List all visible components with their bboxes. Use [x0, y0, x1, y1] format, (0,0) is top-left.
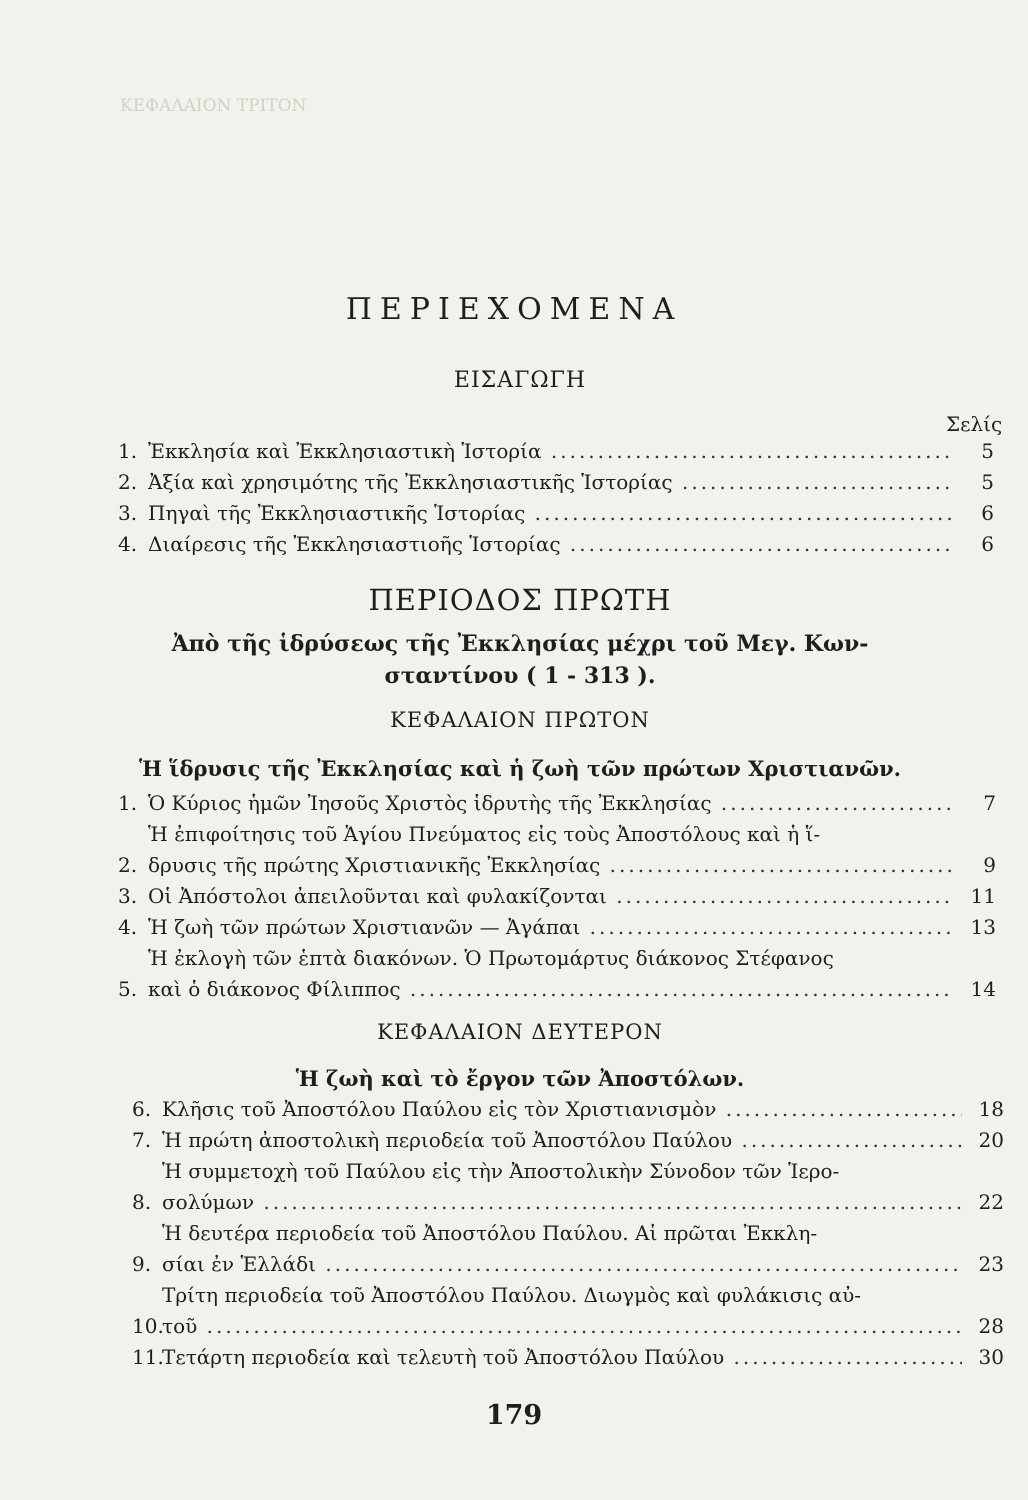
- toc-entry-page: 13: [970, 915, 996, 939]
- toc-entry-line: Τρίτη περιοδεία τοῦ Ἀποστόλου Παύλου. Διωγμὸς καὶ φυλάκισις αὐ-: [162, 1283, 862, 1307]
- toc-entry-text: [162, 1342, 962, 1373]
- toc-entry-number: 3.: [118, 884, 138, 908]
- toc-entry-page: 22: [978, 1190, 1004, 1214]
- chapter2-list: [132, 1094, 1004, 1373]
- toc-entry-text: [148, 912, 954, 943]
- page-title: ΠΕΡΙΕΧΟΜΕΝΑ: [345, 292, 683, 327]
- toc-entry-continuation: σολύμων: [162, 1190, 254, 1214]
- period-heading: ΠΕΡΙΟΔΟΣ ΠΡΩΤΗ: [368, 583, 672, 617]
- toc-entry-line: Ἡ συμμετοχὴ τοῦ Παύλου εἰς τὴν Ἀποστολικὴν Σύνοδον τῶν Ἱερο-: [162, 1159, 840, 1183]
- toc-entry-text: [148, 498, 952, 529]
- toc-entry-line: Κλῆσις τοῦ Ἀποστόλου Παύλου εἰς τὸν Χριστιανισμὸν: [162, 1097, 717, 1121]
- toc-entry-text: [162, 1218, 962, 1280]
- chapter2-title: Ἡ ζωὴ καὶ τὸ ἔργον τῶν Ἀποστόλων.: [295, 1066, 745, 1091]
- chapter1-title: Ἡ ἵδρυσις τῆς Ἐκκλησίας καὶ ἡ ζωὴ τῶν πρώτων Χριστιανῶν.: [139, 756, 901, 781]
- toc-entry-page: 28: [978, 1314, 1004, 1338]
- toc-entry: [118, 819, 996, 881]
- introduction-list: [118, 436, 994, 560]
- toc-entry-number: 3.: [118, 501, 138, 525]
- toc-entry-number: 9.: [132, 1252, 152, 1276]
- toc-entry-page: 6: [981, 532, 994, 556]
- toc-entry-line: Ἡ ἐπιφοίτησις τοῦ Ἁγίου Πνεύματος εἰς τοὺς Ἀποστόλους καὶ ἡ ἵ-: [148, 822, 821, 846]
- toc-entry: [132, 1156, 1004, 1218]
- period-subtitle-line1: Ἀπὸ τῆς ἱδρύσεως τῆς Ἐκκλησίας μέχρι τοῦ Μεγ. Κων-: [171, 631, 869, 657]
- toc-entry-page: 23: [978, 1252, 1004, 1276]
- toc-entry-number: 1.: [118, 439, 138, 463]
- toc-entry-line: Ἡ δευτέρα περιοδεία τοῦ Ἀποστόλου Παύλου. Αἱ πρῶται Ἐκκλη-: [162, 1221, 818, 1245]
- toc-entry-line: Διαίρεσις τῆς Ἐκκλησιαστιοῆς Ἱστορίας: [148, 532, 561, 556]
- toc-entry-page: 30: [978, 1345, 1004, 1369]
- pages-column-label: Σελίς: [946, 412, 1003, 436]
- toc-entry-number: 4.: [118, 532, 138, 556]
- toc-entry-line: Ἡ ζωὴ τῶν πρώτων Χριστιανῶν — Ἀγάπαι: [148, 915, 581, 939]
- toc-entry-number: 2.: [118, 853, 138, 877]
- toc-entry: [132, 1094, 1004, 1125]
- toc-entry: [118, 788, 996, 819]
- toc-entry-page: 20: [978, 1128, 1004, 1152]
- introduction-heading: ΕΙΣΑΓΩΓΗ: [453, 368, 587, 393]
- toc-entry: [118, 881, 996, 912]
- toc-entry-line: Ἡ πρώτη ἀποστολικὴ περιοδεία τοῦ Ἀποστόλου Παύλου: [162, 1128, 733, 1152]
- toc-entry-text: [148, 436, 952, 467]
- toc-entry: [118, 912, 996, 943]
- toc-entry: [118, 943, 996, 1005]
- toc-entry: [118, 498, 994, 529]
- toc-entry-page: 11: [970, 884, 996, 908]
- toc-entry-continuation: τοῦ: [162, 1314, 198, 1338]
- toc-entry-line: Ἐκκλησία καὶ Ἐκκλησιαστικὴ Ἱστορία: [148, 439, 542, 463]
- toc-entry: [118, 467, 994, 498]
- toc-entry: [132, 1342, 1004, 1373]
- toc-entry: [118, 436, 994, 467]
- toc-entry-text: [162, 1280, 962, 1342]
- toc-entry-continuation: καὶ ὁ διάκονος Φίλιππος: [148, 977, 401, 1001]
- toc-entry-line: Ἀξία καὶ χρησιμότης τῆς Ἐκκλησιαστικῆς Ἱστορίας: [148, 470, 673, 494]
- toc-entry-number: 5.: [118, 977, 138, 1001]
- toc-entry-text: [148, 881, 954, 912]
- period-subtitle-line2: σταντίνου ( 1 - 313 ).: [384, 663, 656, 689]
- toc-entry-line: Ἡ ἐκλογὴ τῶν ἑπτὰ διακόνων. Ὁ Πρωτομάρτυς διάκονος Στέφανος: [148, 946, 834, 970]
- show-through-bleed: ΚΕΦΑΛΑΙΟΝ ΤΡΙΤΟΝ: [120, 96, 307, 116]
- toc-entry-text: [148, 819, 954, 881]
- toc-entry-page: 6: [981, 501, 994, 525]
- toc-entry-text: [162, 1125, 962, 1156]
- toc-entry-page: 5: [981, 470, 994, 494]
- toc-entry-number: 11.: [132, 1345, 164, 1369]
- toc-entry-text: [148, 529, 952, 560]
- toc-entry: [132, 1218, 1004, 1280]
- toc-entry-page: 5: [981, 439, 994, 463]
- toc-entry-page: 7: [983, 791, 996, 815]
- toc-entry: [132, 1280, 1004, 1342]
- page-number-folio: 179: [485, 1400, 543, 1431]
- toc-entry-page: 9: [983, 853, 996, 877]
- toc-entry: [118, 529, 994, 560]
- toc-entry-number: 10.: [132, 1314, 164, 1338]
- toc-entry-page: 18: [978, 1097, 1004, 1121]
- toc-entry: [132, 1125, 1004, 1156]
- toc-entry-continuation: δρυσις τῆς πρώτης Χριστιανικῆς Ἐκκλησίας: [148, 853, 601, 877]
- toc-entry-line: Τετάρτη περιοδεία καὶ τελευτὴ τοῦ Ἀποστόλου Παύλου: [162, 1345, 725, 1369]
- toc-entry-line: Πηγαὶ τῆς Ἐκκλησιαστικῆς Ἱστορίας: [148, 501, 526, 525]
- toc-entry-text: [148, 788, 954, 819]
- toc-entry-continuation: σίαι ἐν Ἑλλάδι: [162, 1252, 317, 1276]
- toc-entry-number: 6.: [132, 1097, 152, 1121]
- toc-entry-line: Οἱ Ἀπόστολοι ἀπειλοῦνται καὶ φυλακίζονται: [148, 884, 607, 908]
- toc-entry-page: 14: [970, 977, 996, 1001]
- toc-entry-number: 7.: [132, 1128, 152, 1152]
- toc-entry-text: [148, 943, 954, 1005]
- toc-entry-text: [162, 1156, 962, 1218]
- toc-entry-number: 1.: [118, 791, 138, 815]
- toc-entry-number: 4.: [118, 915, 138, 939]
- toc-entry-number: 8.: [132, 1190, 152, 1214]
- toc-entry-text: [162, 1094, 962, 1125]
- toc-entry-number: 2.: [118, 470, 138, 494]
- chapter1-list: [118, 788, 996, 1005]
- toc-entry-line: Ὁ Κύριος ἡμῶν Ἰησοῦς Χριστὸς ἱδρυτὴς τῆς Ἐκκλησίας: [148, 791, 712, 815]
- chapter1-heading: ΚΕΦΑΛΑΙΟΝ ΠΡΩΤΟΝ: [390, 708, 650, 732]
- chapter2-heading: ΚΕΦΑΛΑΙΟΝ ΔΕΥΤΕΡΟΝ: [377, 1020, 663, 1044]
- toc-entry-text: [148, 467, 952, 498]
